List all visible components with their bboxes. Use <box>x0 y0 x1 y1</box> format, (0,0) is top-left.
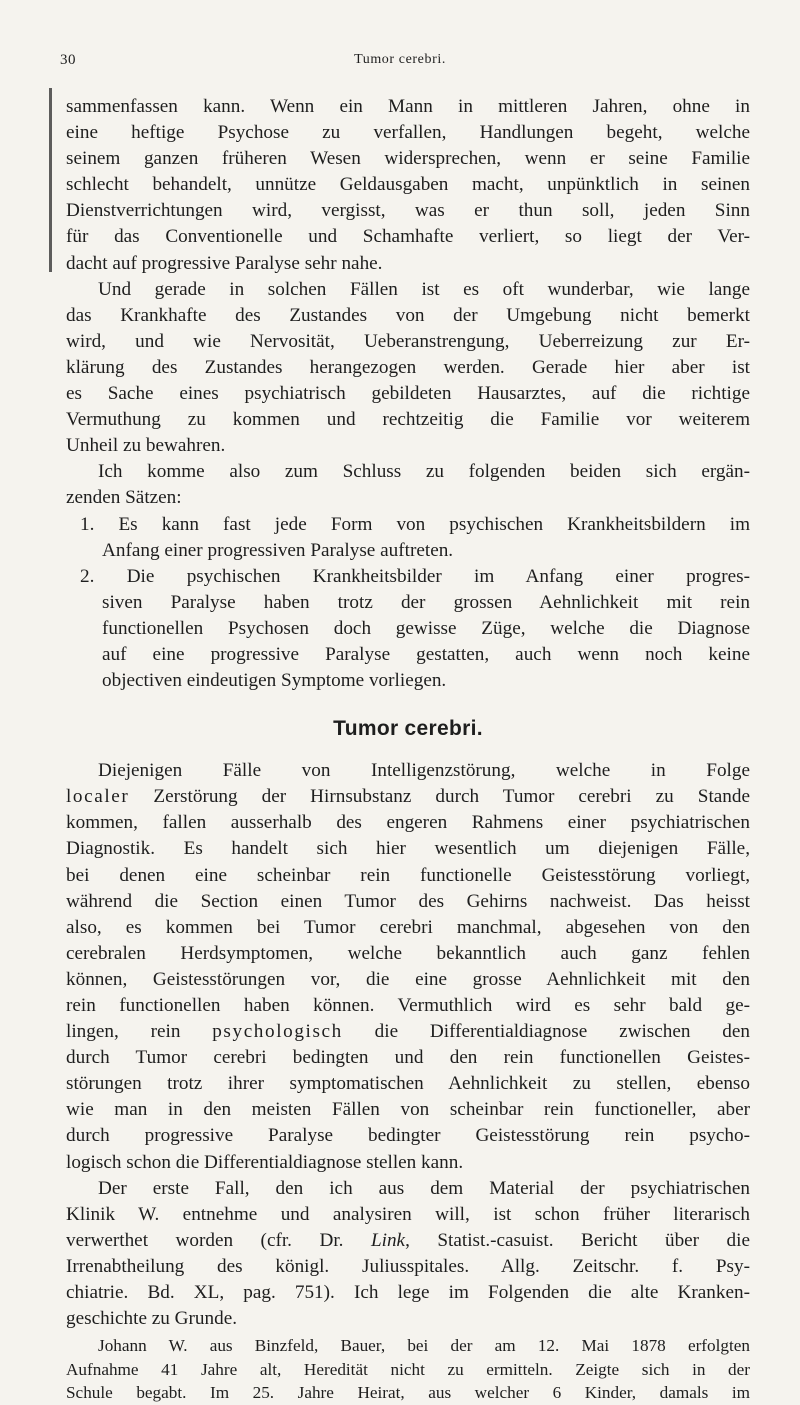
text-line: siven Paralyse haben trotz der grossen Aehnlichkeit mit rein <box>102 591 750 613</box>
text-line: für das Conventionelle und Schamhafte verliert, so liegt der Ver- <box>66 226 750 248</box>
margin-rule <box>49 88 52 272</box>
text-span: Zerstörung der Hirnsubstanz durch Tumor cerebri zu Stande <box>129 786 750 808</box>
text-line: Schule begabt. Im 25. Jahre Heirat, aus welcher 6 Kinder, damals im <box>66 1383 750 1403</box>
text-line: auf eine progressive Paralyse gestatten, auch wenn noch keine <box>102 643 750 665</box>
text-span: lingen, rein <box>66 1021 213 1043</box>
page-header <box>0 52 800 76</box>
intro-paragraph <box>66 94 750 277</box>
text-line: Aufnahme 41 Jahre alt, Heredität nicht zu ermitteln. Zeigte sich in der <box>66 1359 750 1379</box>
text-line <box>66 784 750 810</box>
section-heading: Tumor cerebri. <box>333 717 483 741</box>
page-number: 30 <box>60 52 76 68</box>
text-line: functionellen Psychosen doch gewisse Züge, welche die Diagnose <box>102 617 750 639</box>
text-line: dacht auf progressive Paralyse sehr nahe. <box>66 252 383 274</box>
paragraph <box>66 1176 750 1333</box>
paragraph <box>66 459 750 511</box>
text-line: kommen, fallen ausserhalb des engeren Rahmens einer psychiatrischen <box>66 812 750 834</box>
list-item <box>66 564 750 694</box>
running-head: Tumor cerebri. <box>354 52 446 67</box>
text-line: wird, und wie Nervosität, Ueberanstrengung, Ueberreizung zur Er- <box>66 330 750 352</box>
text-line: Diejenigen Fälle von Intelligenzstörung, welche in Folge <box>98 760 750 782</box>
text-line: 2. Die psychischen Krankheitsbilder im Anfang einer progres- <box>80 565 750 587</box>
text-line: also, es kommen bei Tumor cerebri manchmal, abgesehen von den <box>66 916 750 938</box>
text-line: seinem ganzen früheren Wesen widersprechen, wenn er seine Familie <box>66 148 750 170</box>
paragraph <box>66 758 750 1176</box>
list-item <box>66 512 750 564</box>
text-line: können, Geistesstörungen vor, die eine grosse Aehnlichkeit mit den <box>66 968 750 990</box>
text-span: die Differentialdiagnose zwischen den <box>342 1021 750 1043</box>
text-line: Unheil zu bewahren. <box>66 435 226 457</box>
paragraph <box>66 277 750 460</box>
text-line: Vermuthung zu kommen und rechtzeitig die Familie vor weiterem <box>66 409 750 431</box>
text-line: durch progressive Paralyse bedingter Geistesstörung rein psycho- <box>66 1125 750 1147</box>
text-line: das Krankhafte des Zustandes von der Umgebung nicht bemerkt <box>66 304 750 326</box>
text-line: Johann W. aus Binzfeld, Bauer, bei der am 12. Mai 1878 erfolgten <box>98 1336 750 1356</box>
text-line: Und gerade in solchen Fällen ist es oft wunderbar, wie lange <box>98 278 750 300</box>
numbered-list <box>66 512 750 695</box>
text-line <box>66 1228 750 1254</box>
text-line: Dienstverrichtungen wird, vergisst, was er thun soll, jeden Sinn <box>66 200 750 222</box>
text-line: 1. Es kann fast jede Form von psychischen Krankheitsbildern im <box>80 513 750 535</box>
text-line: durch Tumor cerebri bedingten und den rein functionellen Geistes- <box>66 1047 750 1069</box>
text-span: , Statist.-casuist. Bericht über die <box>405 1229 750 1251</box>
text-line: Diagnostik. Es handelt sich hier wesentlich um diejenigen Fälle, <box>66 838 750 860</box>
text-line: schlecht behandelt, unnütze Geldausgaben macht, unpünktlich in seinen <box>66 174 750 196</box>
text-line: cerebralen Herdsymptomen, welche bekanntlich auch ganz fehlen <box>66 942 750 964</box>
text-line: bei denen eine scheinbar rein functionelle Geistesstörung vorliegt, <box>66 864 750 886</box>
text-line: störungen trotz ihrer symptomatischen Aehnlichkeit zu stellen, ebenso <box>66 1073 750 1095</box>
text-line: klärung des Zustandes herangezogen werden. Gerade hier aber ist <box>66 356 750 378</box>
text-line: eine heftige Psychose zu verfallen, Handlungen begeht, welche <box>66 122 750 144</box>
body-text <box>66 94 750 1405</box>
text-line: rein functionellen haben können. Vermuthlich wird es sehr bald ge- <box>66 995 750 1016</box>
author-name: Link <box>370 1229 406 1251</box>
text-line: logisch schon die Differentialdiagnose stellen kann. <box>66 1151 464 1173</box>
text-line: es Sache eines psychiatrisch gebildeten Hausarztes, auf die richtige <box>66 383 750 405</box>
text-line: während die Section einen Tumor des Gehirns nachweist. Das heisst <box>66 890 750 912</box>
text-line: sammenfassen kann. Wenn ein Mann in mittleren Jahren, ohne in <box>66 96 750 117</box>
text-line: objectiven eindeutigen Symptome vorliegen. <box>102 670 447 692</box>
text-line: zenden Sätzen: <box>66 487 182 509</box>
text-line: Der erste Fall, den ich aus dem Material der psychiatrischen <box>98 1177 750 1199</box>
text-line: Irrenabtheilung des königl. Juliusspitales. Allg. Zeitschr. f. Psy- <box>66 1255 750 1277</box>
text-line: chiatrie. Bd. XL, pag. 751). Ich lege im Folgenden die alte Kranken- <box>66 1282 750 1304</box>
text-line: Klinik W. entnehme und analysiren will, ist schon früher literarisch <box>66 1203 750 1225</box>
spaced-word: localer <box>66 786 130 808</box>
case-history <box>66 1334 750 1405</box>
text-line: Ich komme also zum Schluss zu folgenden beiden sich ergän- <box>98 461 750 483</box>
text-span: verwerthet worden (cfr. Dr. <box>66 1229 371 1251</box>
text-line: geschichte zu Grunde. <box>66 1308 238 1330</box>
text-line: Anfang einer progressiven Paralyse auftreten. <box>102 539 454 561</box>
spaced-word: psychologisch <box>212 1021 343 1043</box>
text-line: wie man in den meisten Fällen von scheinbar rein functioneller, aber <box>66 1099 750 1121</box>
text-line <box>66 1019 750 1045</box>
